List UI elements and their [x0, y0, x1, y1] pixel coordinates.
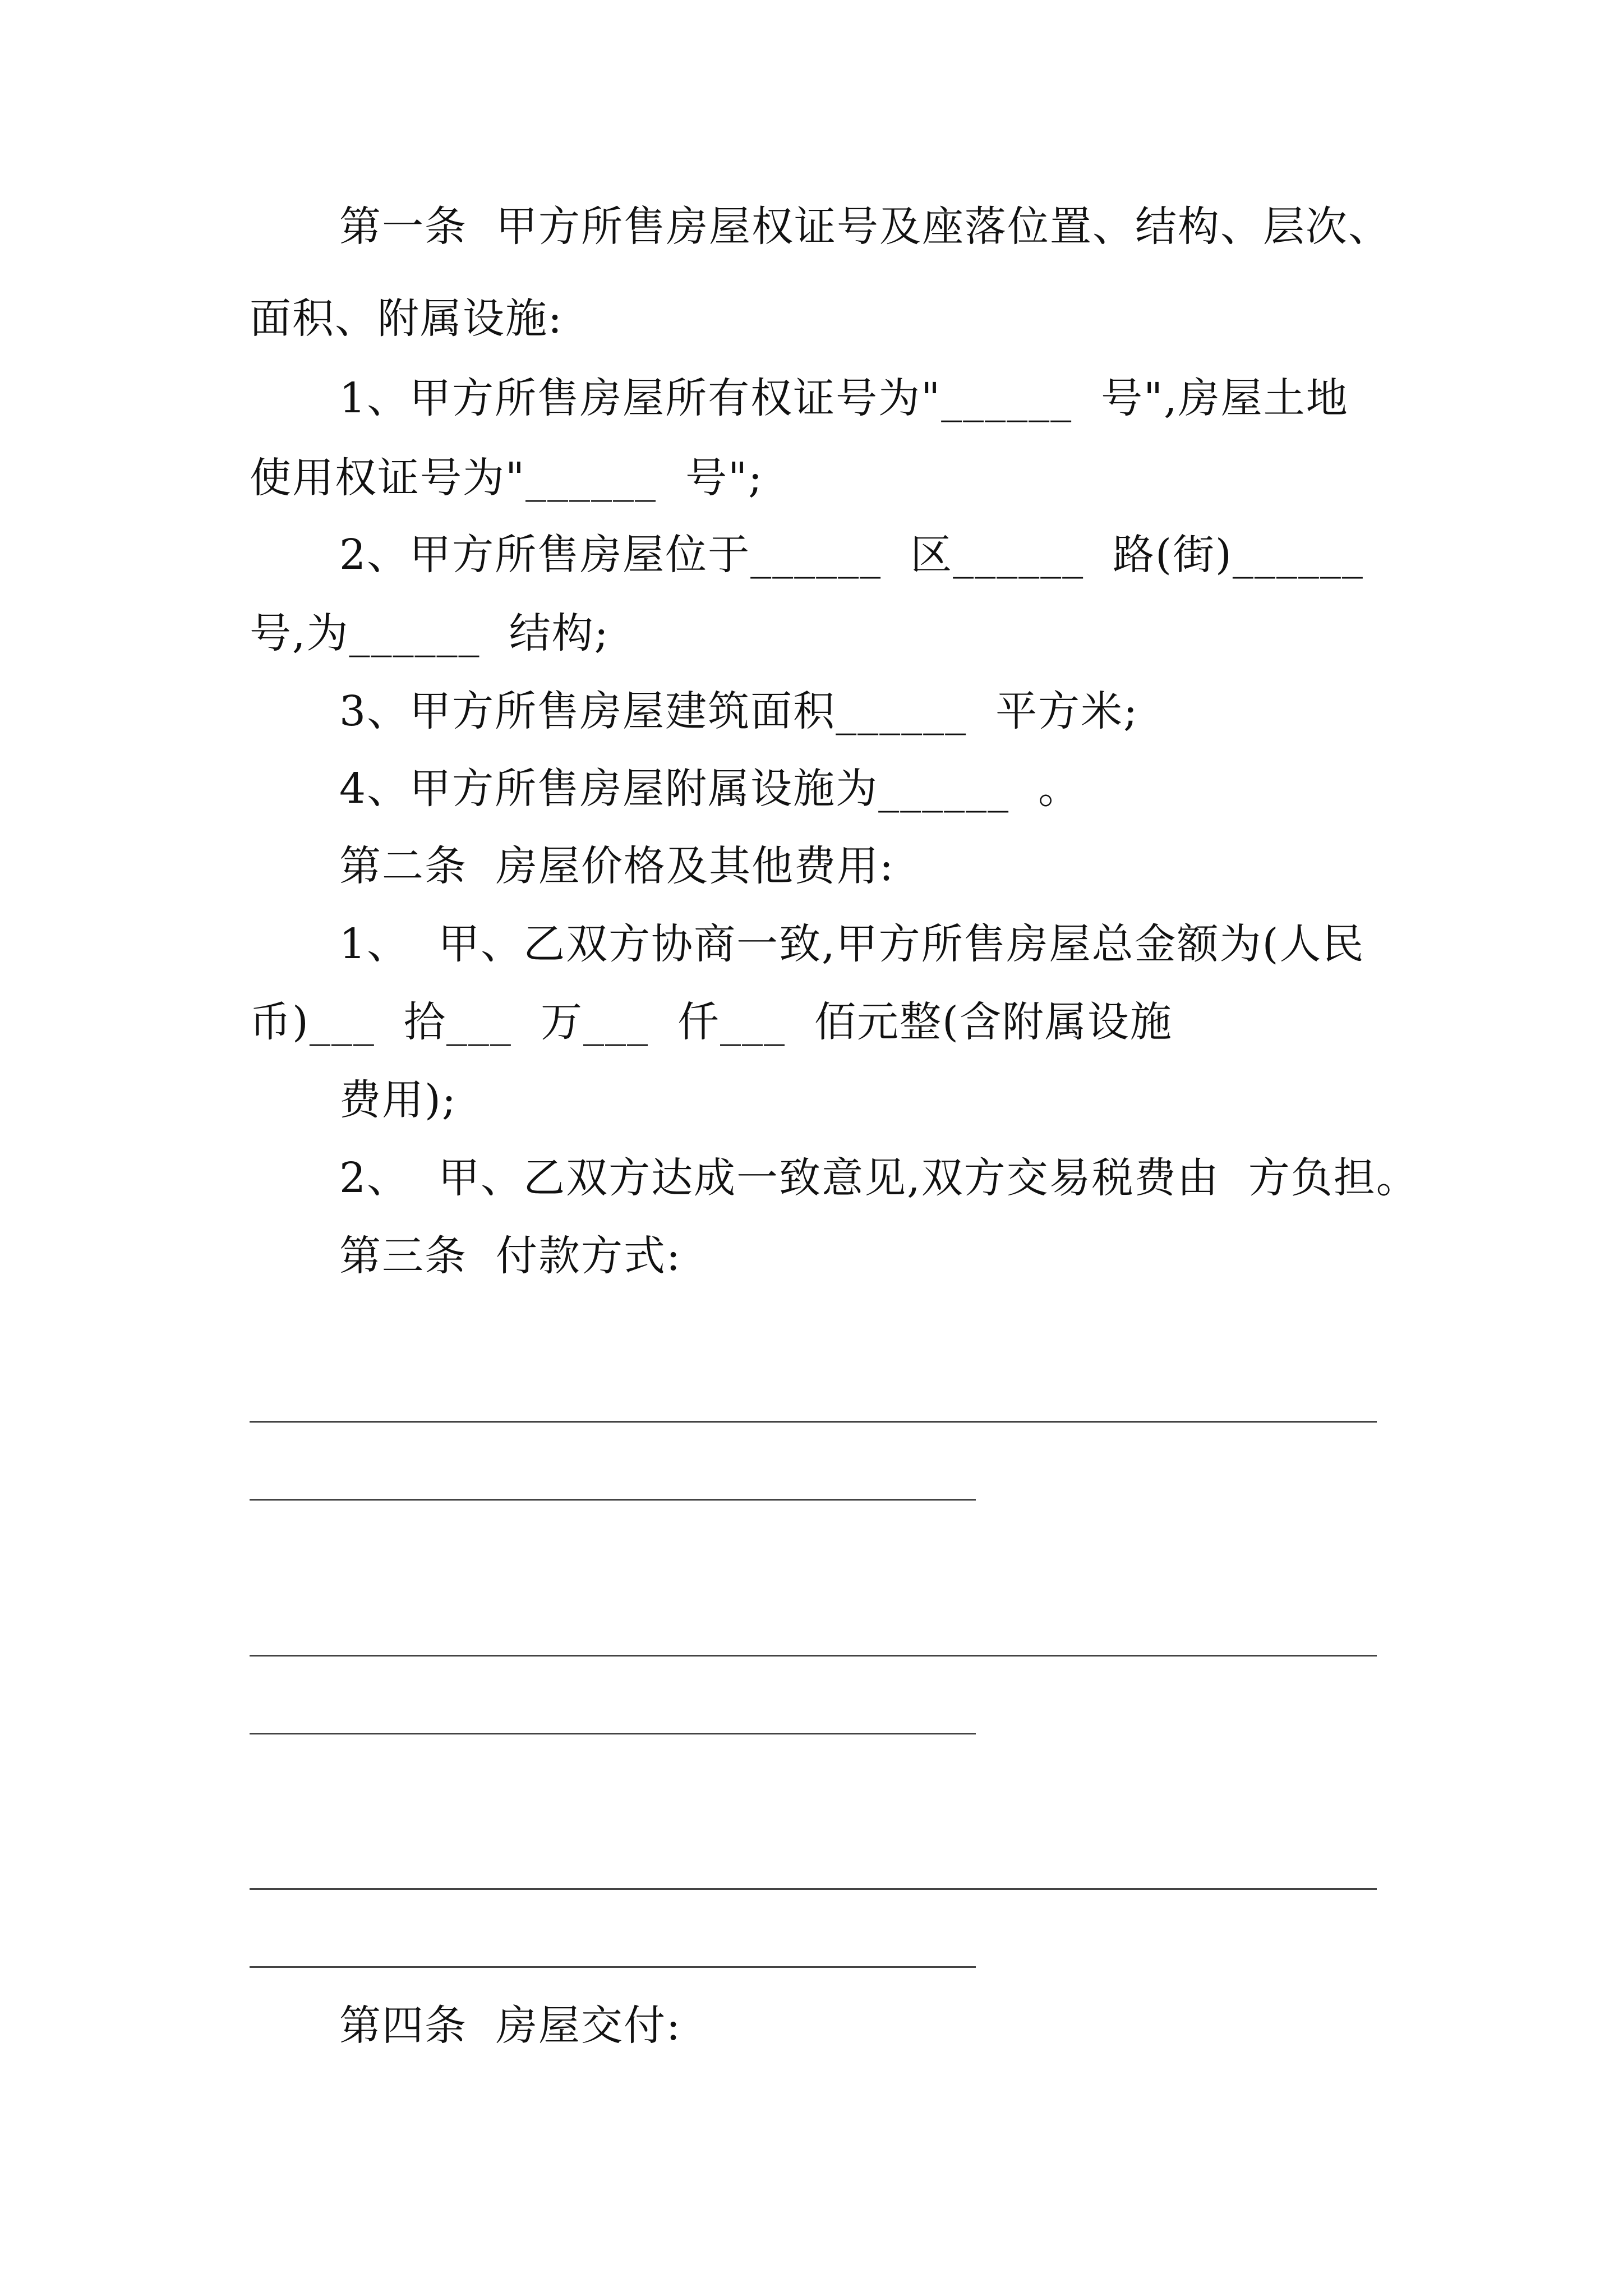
- blank-line-3: [250, 1655, 1377, 1657]
- article-4-heading: 第四条 房屋交付:: [339, 2001, 681, 2050]
- article-1-item-1-line-2: 使用权证号为"______ 号";: [250, 454, 764, 502]
- blank-line-6: [250, 1966, 976, 1968]
- article-2-item-1-line-2: 币)___ 拾___ 万___ 仟___ 佰元整(含附属设施: [250, 998, 1173, 1046]
- article-1-item-3: 3、甲方所售房屋建筑面积______ 平方米;: [339, 687, 1139, 735]
- blank-line-1: [250, 1421, 1377, 1423]
- article-1-heading-cont: 面积、附属设施:: [250, 295, 563, 343]
- article-1-item-2-line-2: 号,为______ 结构;: [250, 609, 610, 657]
- article-2-item-1-line-3: 费用);: [339, 1076, 457, 1124]
- article-1-item-2-line-1: 2、甲方所售房屋位于______ 区______ 路(街)______: [339, 531, 1364, 579]
- blank-line-4: [250, 1733, 976, 1734]
- article-2-item-1-line-1: 1、 甲、乙双方协商一致,甲方所售房屋总金额为(人民: [339, 920, 1365, 968]
- blank-line-5: [250, 1888, 1377, 1890]
- article-2-heading: 第二条 房屋价格及其他费用:: [339, 842, 895, 890]
- article-1-item-4: 4、甲方所售房屋附属设施为______ 。: [339, 765, 1081, 813]
- article-3-heading: 第三条 付款方式:: [339, 1232, 681, 1280]
- blank-line-2: [250, 1499, 976, 1501]
- article-2-item-2: 2、 甲、乙双方达成一致意见,双方交易税费由 方负担。: [339, 1154, 1419, 1202]
- article-1-item-1-line-1: 1、甲方所售房屋所有权证号为"______ 号",房屋土地: [339, 374, 1349, 422]
- article-1-heading: 第一条 甲方所售房屋权证号及座落位置、结构、层次、: [339, 203, 1391, 251]
